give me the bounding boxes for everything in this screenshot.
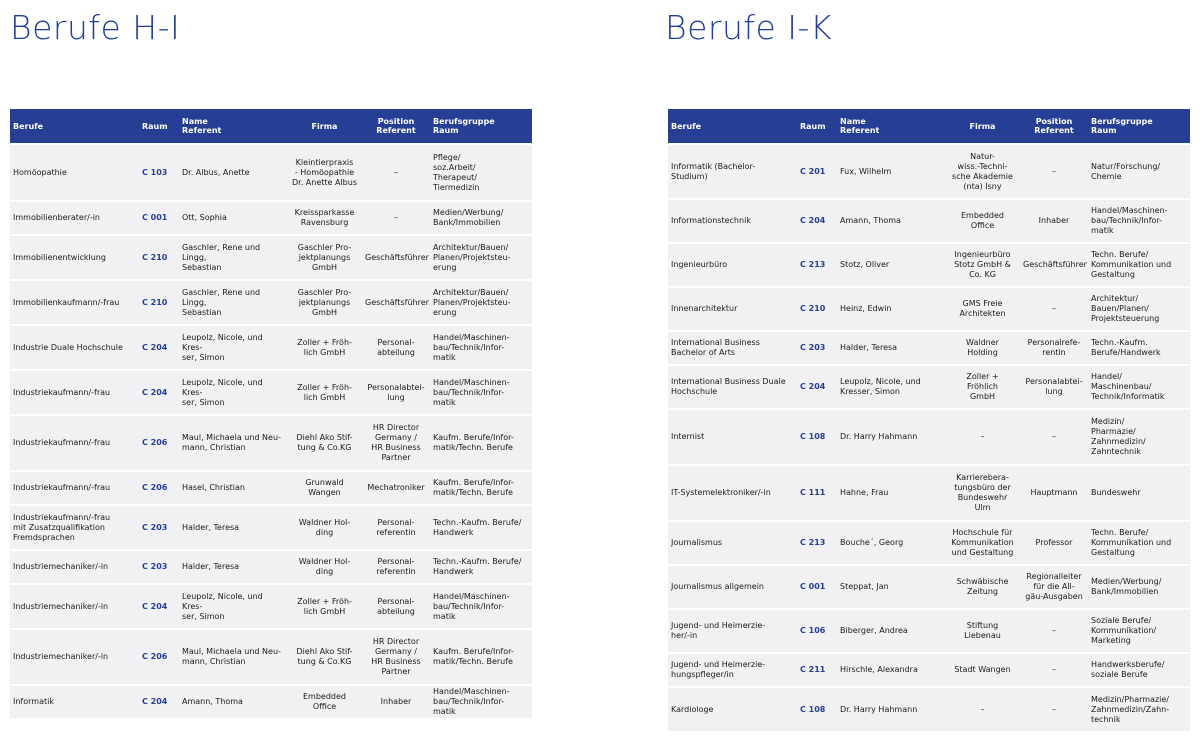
table-row (10, 472, 532, 506)
cell-firma: Kleintierpraxis - Homöopathie Dr. Anette Albus (287, 145, 362, 202)
cell-name: Steppat, Jan (837, 566, 945, 610)
cell-gruppe: Pflege/ soz.Arbeit/ Therapeut/ Tiermedizin (430, 145, 532, 202)
cell-gruppe: Techn.-Kaufm. Berufe/ Handwerk (430, 551, 532, 585)
table-row (668, 566, 1190, 610)
table-row (668, 610, 1190, 654)
cell-name: Leupolz, Nicole, und Kres- ser, Simon (179, 371, 287, 416)
cell-beruf: Homöopathie (10, 145, 139, 202)
cell-firma: Schwäbische Zeitung (945, 566, 1020, 610)
cell-name: Hirschle, Alexandra (837, 654, 945, 688)
cell-firma: Kreissparkasse Ravensburg (287, 202, 362, 236)
cell-name: Amann, Thoma (837, 200, 945, 244)
cell-raum: C 210 (139, 281, 179, 326)
cell-firma: Gaschler Pro- jektplanungs GmbH (287, 236, 362, 281)
cell-firma: Waldner Hol- ding (287, 551, 362, 585)
cell-position: – (1020, 654, 1088, 688)
header-beruf: Berufe (668, 109, 797, 145)
cell-raum: C 204 (139, 585, 179, 630)
cell-raum: C 001 (139, 202, 179, 236)
cell-beruf: Industriekaufmann/-frau (10, 416, 139, 472)
cell-raum: C 213 (797, 522, 837, 566)
cell-raum: C 206 (139, 416, 179, 472)
cell-raum: C 211 (797, 654, 837, 688)
header-position: Position Referent (1020, 109, 1088, 145)
cell-raum: C 103 (139, 145, 179, 202)
cell-raum: C 203 (139, 551, 179, 585)
cell-firma: – (945, 410, 1020, 466)
table-row (668, 654, 1190, 688)
table-row (10, 585, 532, 630)
table-row (10, 686, 532, 720)
cell-name: Halder, Teresa (179, 506, 287, 551)
cell-name: Maul, Michaela und Neu- mann, Christian (179, 416, 287, 472)
career-table-i-k (668, 109, 1190, 733)
cell-beruf: Internist (668, 410, 797, 466)
cell-raum: C 203 (797, 332, 837, 366)
cell-firma: Grunwald Wangen (287, 472, 362, 506)
cell-position: – (1020, 688, 1088, 733)
cell-position: Geschäftsführer (1020, 244, 1088, 288)
cell-name: Dr. Harry Hahmann (837, 410, 945, 466)
cell-firma: Zoller + Fröh- lich GmbH (287, 585, 362, 630)
cell-gruppe: Handel/Maschinen- bau/Technik/Infor- matik (430, 686, 532, 720)
table-row (668, 688, 1190, 733)
cell-gruppe: Techn. Berufe/ Kommunikation und Gestaltung (1088, 244, 1190, 288)
table-row (668, 244, 1190, 288)
cell-beruf: Industriemechaniker/-in (10, 551, 139, 585)
cell-raum: C 111 (797, 466, 837, 522)
cell-gruppe: Medizin/ Pharmazie/ Zahnmedizin/ Zahntechnik (1088, 410, 1190, 466)
cell-firma: Zoller + Fröh- lich GmbH (287, 326, 362, 371)
cell-gruppe: Handwerksberufe/ soziale Berufe (1088, 654, 1190, 688)
header-position: Position Referent (362, 109, 430, 145)
cell-raum: C 106 (797, 610, 837, 654)
cell-raum: C 204 (139, 686, 179, 720)
table-row (668, 145, 1190, 200)
cell-position: – (1020, 288, 1088, 332)
cell-gruppe: Architektur/ Bauen/Planen/ Projektsteuerung (1088, 288, 1190, 332)
cell-position: Personal- abteilung (362, 585, 430, 630)
cell-position: – (1020, 410, 1088, 466)
table-row (10, 506, 532, 551)
cell-gruppe: Kaufm. Berufe/Infor- matik/Techn. Berufe (430, 472, 532, 506)
cell-beruf: Industriekaufmann/-frau (10, 371, 139, 416)
cell-beruf: Jugend- und Heimerzie- hungspfleger/in (668, 654, 797, 688)
table-row (668, 522, 1190, 566)
cell-raum: C 001 (797, 566, 837, 610)
table-header-row (668, 109, 1190, 145)
table-row (668, 332, 1190, 366)
table-body-left (10, 145, 532, 720)
cell-raum: C 210 (139, 236, 179, 281)
cell-raum: C 204 (797, 366, 837, 410)
header-gruppe: Berufsgruppe Raum (430, 109, 532, 145)
cell-name: Amann, Thoma (179, 686, 287, 720)
cell-name: Halder, Teresa (179, 551, 287, 585)
cell-name: Leupolz, Nicole, und Kres- ser, Simon (179, 585, 287, 630)
cell-gruppe: Natur/Forschung/ Chemie (1088, 145, 1190, 200)
header-raum: Raum (797, 109, 837, 145)
cell-firma: Zoller + Fröhlich GmbH (945, 366, 1020, 410)
table-row (10, 630, 532, 686)
cell-gruppe: Architektur/Bauen/ Planen/Projektsteu- erung (430, 236, 532, 281)
cell-gruppe: Handel/Maschinen- bau/Technik/Infor- matik (430, 585, 532, 630)
cell-beruf: Journalismus allgemein (668, 566, 797, 610)
cell-beruf: Industriekaufmann/-frau (10, 472, 139, 506)
cell-raum: C 108 (797, 410, 837, 466)
cell-firma: Ingenieurbüro Stotz GmbH & Co. KG (945, 244, 1020, 288)
cell-gruppe: Handel/Maschinen- bau/Technik/Infor- matik (1088, 200, 1190, 244)
cell-name: Halder, Teresa (837, 332, 945, 366)
cell-position: Mechatroniker (362, 472, 430, 506)
cell-gruppe: Handel/Maschinen- bau/Technik/Infor- matik (430, 326, 532, 371)
cell-gruppe: Soziale Berufe/ Kommunikation/ Marketing (1088, 610, 1190, 654)
table-row (10, 236, 532, 281)
cell-name: Fux, Wilhelm (837, 145, 945, 200)
table-row (668, 410, 1190, 466)
cell-name: Bouche´, Georg (837, 522, 945, 566)
cell-gruppe: Architektur/Bauen/ Planen/Projektsteu- erung (430, 281, 532, 326)
cell-firma: Zoller + Fröh- lich GmbH (287, 371, 362, 416)
table-body-right (668, 145, 1190, 733)
cell-gruppe: Techn. Berufe/ Kommunikation und Gestaltung (1088, 522, 1190, 566)
cell-position: Regionalleiter für die All- gäu-Ausgaben (1020, 566, 1088, 610)
cell-name: Hahne, Frau (837, 466, 945, 522)
cell-name: Maul, Michaela und Neu- mann, Christian (179, 630, 287, 686)
cell-firma: Hochschule für Kommunikation und Gestaltung (945, 522, 1020, 566)
cell-name: Ott, Sophia (179, 202, 287, 236)
cell-gruppe: Techn.-Kaufm. Berufe/Handwerk (1088, 332, 1190, 366)
cell-name: Leupolz, Nicole, und Kres- ser, Simon (179, 326, 287, 371)
cell-position: Inhaber (362, 686, 430, 720)
cell-beruf: Industrie Duale Hochschule (10, 326, 139, 371)
cell-firma: Embedded Office (287, 686, 362, 720)
cell-position: Personal- referentin (362, 506, 430, 551)
cell-name: Hasel, Christian (179, 472, 287, 506)
cell-beruf: Industriemechaniker/-in (10, 630, 139, 686)
header-firma: Firma (945, 109, 1020, 145)
cell-firma: Embedded Office (945, 200, 1020, 244)
cell-beruf: Innenarchitektur (668, 288, 797, 332)
table-row (10, 371, 532, 416)
table-row (10, 551, 532, 585)
cell-gruppe: Handel/ Maschinenbau/ Technik/Informatik (1088, 366, 1190, 410)
cell-raum: C 206 (139, 630, 179, 686)
career-table-h-i (10, 109, 532, 720)
cell-gruppe: Kaufm. Berufe/Infor- matik/Techn. Berufe (430, 630, 532, 686)
table-row (10, 145, 532, 202)
cell-position: – (362, 145, 430, 202)
cell-beruf: Informationstechnik (668, 200, 797, 244)
cell-raum: C 206 (139, 472, 179, 506)
cell-position: Personalrefe- rentin (1020, 332, 1088, 366)
table-row (668, 366, 1190, 410)
cell-position: – (1020, 610, 1088, 654)
cell-beruf: Journalismus (668, 522, 797, 566)
table-row (10, 202, 532, 236)
cell-raum: C 210 (797, 288, 837, 332)
page-title-left: Berufe H-I (10, 8, 181, 47)
cell-position: Personalabtei- lung (1020, 366, 1088, 410)
table-row (668, 200, 1190, 244)
header-name: Name Referent (179, 109, 287, 145)
cell-gruppe: Medizin/Pharmazie/ Zahnmedizin/Zahn- technik (1088, 688, 1190, 733)
cell-beruf: International Business Bachelor of Arts (668, 332, 797, 366)
cell-position: Personal- abteilung (362, 326, 430, 371)
cell-position: Hauptmann (1020, 466, 1088, 522)
cell-firma: – (945, 688, 1020, 733)
cell-firma: Gaschler Pro- jektplanungs GmbH (287, 281, 362, 326)
cell-position: Inhaber (1020, 200, 1088, 244)
cell-name: Dr. Albus, Anette (179, 145, 287, 202)
cell-beruf: Kardiologe (668, 688, 797, 733)
cell-gruppe: Techn.-Kaufm. Berufe/ Handwerk (430, 506, 532, 551)
table-row (668, 466, 1190, 522)
cell-gruppe: Handel/Maschinen- bau/Technik/Infor- matik (430, 371, 532, 416)
cell-position: Geschäftsführer (362, 281, 430, 326)
cell-firma: Natur- wiss.-Techni- sche Akademie (nta) Isny (945, 145, 1020, 200)
cell-beruf: Ingenieurbüro (668, 244, 797, 288)
cell-position: – (362, 202, 430, 236)
cell-beruf: Informatik (Bachelor- Studium) (668, 145, 797, 200)
cell-beruf: Immobilienberater/-in (10, 202, 139, 236)
table-row (668, 288, 1190, 332)
page-title-right: Berufe I-K (665, 8, 833, 47)
cell-firma: Stiftung Liebenau (945, 610, 1020, 654)
cell-position: Personal- referentin (362, 551, 430, 585)
cell-beruf: Industriekaufmann/-frau mit Zusatzqualifikation Fremdsprachen (10, 506, 139, 551)
cell-name: Heinz, Edwin (837, 288, 945, 332)
cell-beruf: Jugend- und Heimerzie- her/-in (668, 610, 797, 654)
cell-firma: Stadt Wangen (945, 654, 1020, 688)
cell-raum: C 203 (139, 506, 179, 551)
cell-beruf: Immobilienentwicklung (10, 236, 139, 281)
cell-raum: C 204 (139, 326, 179, 371)
cell-firma: GMS Freie Architekten (945, 288, 1020, 332)
header-beruf: Berufe (10, 109, 139, 145)
cell-position: Professor (1020, 522, 1088, 566)
cell-beruf: Immobilienkaufmann/-frau (10, 281, 139, 326)
header-raum: Raum (139, 109, 179, 145)
cell-name: Gaschler, Rene und Lingg, Sebastian (179, 281, 287, 326)
table-row (10, 416, 532, 472)
cell-position: – (1020, 145, 1088, 200)
cell-firma: Karrierebera- tungsbüro der Bundeswehr Ulm (945, 466, 1020, 522)
cell-firma: Waldner Holding (945, 332, 1020, 366)
cell-beruf: International Business Duale Hochschule (668, 366, 797, 410)
cell-name: Stotz, Oliver (837, 244, 945, 288)
cell-position: HR Director Germany / HR Business Partner (362, 416, 430, 472)
cell-raum: C 204 (139, 371, 179, 416)
cell-raum: C 108 (797, 688, 837, 733)
cell-gruppe: Medien/Werbung/ Bank/Immobilien (1088, 566, 1190, 610)
header-gruppe: Berufsgruppe Raum (1088, 109, 1190, 145)
cell-raum: C 204 (797, 200, 837, 244)
cell-raum: C 213 (797, 244, 837, 288)
table-row (10, 326, 532, 371)
cell-firma: Waldner Hol- ding (287, 506, 362, 551)
cell-firma: Diehl Ako Stif- tung & Co.KG (287, 416, 362, 472)
cell-gruppe: Bundeswehr (1088, 466, 1190, 522)
cell-position: Personalabtei- lung (362, 371, 430, 416)
cell-position: HR Director Germany / HR Business Partner (362, 630, 430, 686)
cell-name: Dr. Harry Hahmann (837, 688, 945, 733)
header-name: Name Referent (837, 109, 945, 145)
cell-firma: Diehl Ako Stif- tung & Co.KG (287, 630, 362, 686)
header-firma: Firma (287, 109, 362, 145)
cell-gruppe: Kaufm. Berufe/Infor- matik/Techn. Berufe (430, 416, 532, 472)
table-header-row (10, 109, 532, 145)
cell-name: Leupolz, Nicole, und Kresser, Simon (837, 366, 945, 410)
cell-raum: C 201 (797, 145, 837, 200)
cell-beruf: Informatik (10, 686, 139, 720)
cell-gruppe: Medien/Werbung/ Bank/Immobilien (430, 202, 532, 236)
cell-name: Biberger, Andrea (837, 610, 945, 654)
cell-beruf: IT-Systemelektroniker/-in (668, 466, 797, 522)
cell-position: Geschäftsführer (362, 236, 430, 281)
table-row (10, 281, 532, 326)
cell-beruf: Industriemechaniker/-in (10, 585, 139, 630)
cell-name: Gaschler, Rene und Lingg, Sebastian (179, 236, 287, 281)
